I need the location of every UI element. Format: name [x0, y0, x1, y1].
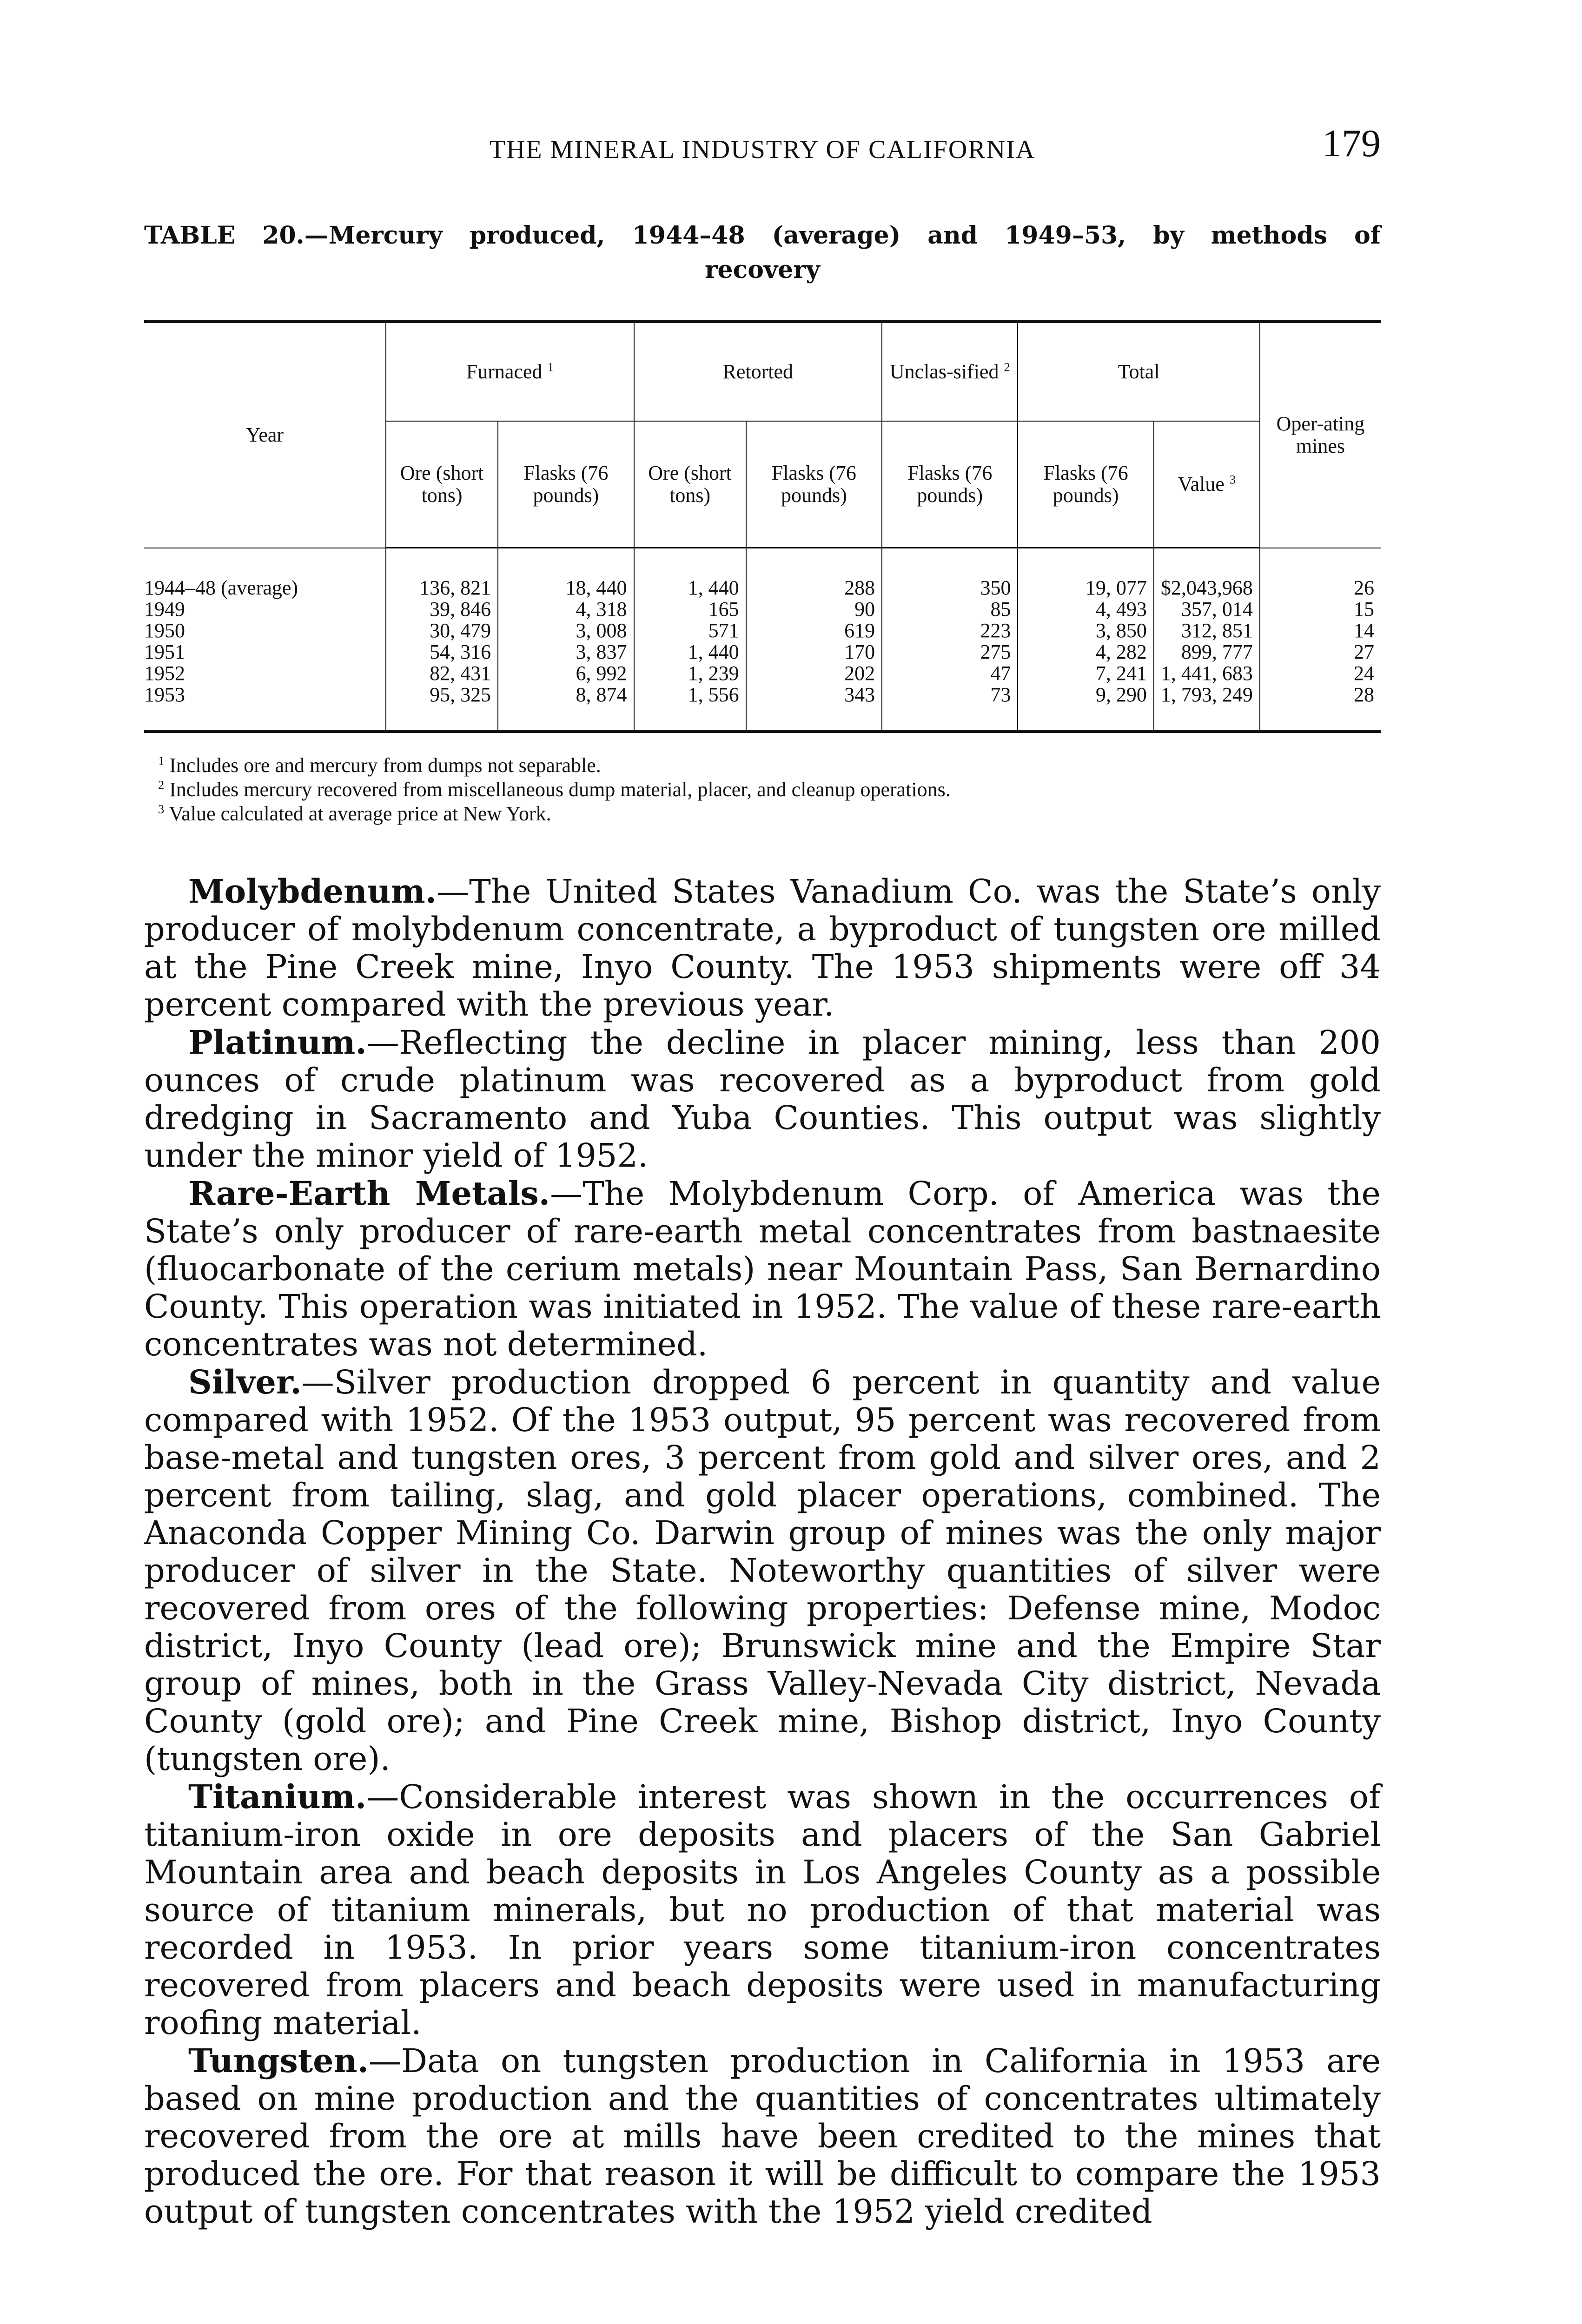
cell-total-value: 357, 014 — [1154, 599, 1260, 620]
cell-unclassified-flasks: 85 — [882, 599, 1018, 620]
footnote-text: Value calculated at average price at New York. — [169, 802, 551, 825]
page — [144, 121, 1381, 2231]
cell-retorted-flasks: 170 — [746, 641, 882, 663]
section-heading: Silver. — [188, 1363, 302, 1401]
section-text: —Silver production dropped 6 percent in quantity and value compared with 1952. Of the 1953 output, 95 percent was recovered from base-metal and tungsten ores, 3 percent from gold and silver ores, and 2 percent from tailing, slag, and gold placer operations, combined. The Anaconda Copper Mining Co. Darwin group of mines was the only major producer of silver in the State. Noteworthy quantities of silver were recovered from ores of the following properties: Defense mine, Modoc district, Inyo County (lead ore); Brunswick mine and the Empire Star group of mines, both in the Grass Valley-Nevada City district, Nevada County (gold ore); and Pine Creek mine, Bishop district, Inyo County (tungsten ore). — [144, 1363, 1381, 1778]
mercury-table — [144, 320, 1381, 733]
cell-furnaced-flasks: 18, 440 — [498, 548, 634, 599]
cell-retorted-flasks: 343 — [746, 684, 882, 732]
cell-unclassified-flasks: 275 — [882, 641, 1018, 663]
cell-unclassified-flasks: 47 — [882, 663, 1018, 684]
cell-year: 1953 — [144, 684, 386, 732]
header-retorted-ore: Ore (short tons) — [634, 421, 746, 548]
table-row — [144, 684, 1381, 732]
cell-year: 1949 — [144, 599, 386, 620]
cell-total-flasks: 19, 077 — [1018, 548, 1153, 599]
running-title: THE MINERAL INDUSTRY OF CALIFORNIA — [489, 135, 1036, 164]
footnote-text: Includes mercury recovered from miscellaneous dump material, placer, and cleanup operations. — [169, 778, 951, 801]
paragraph-rare-earth-metals — [144, 1175, 1381, 1363]
cell-retorted-ore: 1, 239 — [634, 663, 746, 684]
header-furnaced-note: 1 — [547, 360, 554, 374]
cell-operating-mines: 24 — [1260, 663, 1381, 684]
cell-furnaced-ore: 39, 846 — [386, 599, 498, 620]
cell-operating-mines: 15 — [1260, 599, 1381, 620]
cell-year: 1951 — [144, 641, 386, 663]
table-row — [144, 641, 1381, 663]
cell-unclassified-flasks: 73 — [882, 684, 1018, 732]
cell-year: 1944–48 (average) — [144, 548, 386, 599]
cell-retorted-ore: 1, 440 — [634, 548, 746, 599]
header-retorted: Retorted — [634, 322, 882, 422]
section-text: —Reflecting the decline in placer mining, less than 200 ounces of crude platinum was recovered as a byproduct from gold dredging in Sacramento and Yuba Counties. This output was slightly under the minor yield of 1952. — [144, 1023, 1381, 1175]
header-year: Year — [144, 322, 386, 548]
section-text: —Data on tungsten production in California in 1953 are based on mine production and the quantities of concentrates ultimately recovered from the ore at mills have been credited to the mines that produced the ore. For that reason it will be difficult to compare the 1953 output of tungsten concentrates with the 1952 yield credited — [144, 2042, 1381, 2231]
header-retorted-flasks: Flasks (76 pounds) — [746, 421, 882, 548]
header-unclassified — [882, 322, 1018, 422]
table-caption-line2: recovery — [705, 256, 820, 284]
footnote — [144, 753, 1381, 778]
section-heading: Tungsten. — [188, 2041, 369, 2080]
cell-furnaced-flasks: 4, 318 — [498, 599, 634, 620]
cell-total-value: 899, 777 — [1154, 641, 1260, 663]
table-row — [144, 663, 1381, 684]
footnote — [144, 802, 1381, 826]
header-unclassified-note: 2 — [1004, 360, 1010, 374]
header-value-label: Value — [1178, 473, 1225, 495]
cell-total-flasks: 9, 290 — [1018, 684, 1153, 732]
header-furnaced-label: Furnaced — [466, 360, 543, 383]
section-text: —The United States Vanadium Co. was the State’s only producer of molybdenum concentrate, a byproduct of tungsten ore milled at the Pine Creek mine, Inyo County. The 1953 shipments were off 34 percent compared with the previous year. — [144, 872, 1381, 1023]
table-caption — [144, 218, 1381, 287]
cell-furnaced-flasks: 3, 837 — [498, 641, 634, 663]
section-heading: Rare-Earth Metals. — [188, 1174, 550, 1213]
section-heading: Molybdenum. — [188, 872, 437, 911]
cell-retorted-flasks: 202 — [746, 663, 882, 684]
table-row — [144, 620, 1381, 641]
header-unclassified-flasks: Flasks (76 pounds) — [882, 421, 1018, 548]
running-head — [144, 121, 1381, 177]
footnote-mark: 1 — [158, 753, 165, 768]
cell-year: 1952 — [144, 663, 386, 684]
cell-operating-mines: 27 — [1260, 641, 1381, 663]
cell-retorted-ore: 1, 556 — [634, 684, 746, 732]
cell-furnaced-flasks: 3, 008 — [498, 620, 634, 641]
cell-furnaced-ore: 136, 821 — [386, 548, 498, 599]
cell-total-flasks: 7, 241 — [1018, 663, 1153, 684]
cell-furnaced-ore: 30, 479 — [386, 620, 498, 641]
section-text: —The Molybdenum Corp. of America was the State’s only producer of rare-earth metal concentrates from bastnaesite (fluocarbonate of the cerium metals) near Mountain Pass, San Bernardino County. This operation was initiated in 1952. The value of these rare-earth concentrates was not determined. — [144, 1175, 1381, 1363]
header-furnaced-ore: Ore (short tons) — [386, 421, 498, 548]
header-total-value — [1154, 421, 1260, 548]
cell-retorted-flasks: 619 — [746, 620, 882, 641]
cell-retorted-ore: 1, 440 — [634, 641, 746, 663]
table-row — [144, 599, 1381, 620]
table-footnotes — [144, 753, 1381, 826]
header-unclassified-label: Unclas-sified — [889, 360, 999, 383]
section-heading: Titanium. — [188, 1777, 367, 1816]
cell-retorted-flasks: 90 — [746, 599, 882, 620]
cell-retorted-ore: 571 — [634, 620, 746, 641]
footnote-text: Includes ore and mercury from dumps not separable. — [169, 754, 601, 777]
cell-retorted-ore: 165 — [634, 599, 746, 620]
cell-total-flasks: 4, 282 — [1018, 641, 1153, 663]
paragraph-molybdenum — [144, 872, 1381, 1023]
cell-year: 1950 — [144, 620, 386, 641]
paragraph-tungsten — [144, 2042, 1381, 2231]
cell-operating-mines: 14 — [1260, 620, 1381, 641]
header-furnaced-flasks: Flasks (76 pounds) — [498, 421, 634, 548]
cell-total-flasks: 3, 850 — [1018, 620, 1153, 641]
section-heading: Platinum. — [188, 1023, 367, 1062]
cell-total-value: 1, 441, 683 — [1154, 663, 1260, 684]
header-total: Total — [1018, 322, 1259, 422]
cell-furnaced-flasks: 6, 992 — [498, 663, 634, 684]
paragraph-silver — [144, 1363, 1381, 1778]
cell-furnaced-flasks: 8, 874 — [498, 684, 634, 732]
cell-operating-mines: 26 — [1260, 548, 1381, 599]
cell-furnaced-ore: 54, 316 — [386, 641, 498, 663]
section-text: —Considerable interest was shown in the occurrences of titanium-iron oxide in ore deposits and placers of the San Gabriel Mountain area and beach deposits in Los Angeles County as a possible source of titanium minerals, but no production of that material was recorded in 1953. In prior years some titanium-iron concentrates recovered from placers and beach deposits were used in manufacturing roofing material. — [144, 1778, 1381, 2042]
cell-furnaced-ore: 82, 431 — [386, 663, 498, 684]
cell-retorted-flasks: 288 — [746, 548, 882, 599]
paragraph-titanium — [144, 1778, 1381, 2042]
header-value-note: 3 — [1229, 472, 1236, 487]
header-total-flasks: Flasks (76 pounds) — [1018, 421, 1153, 548]
cell-total-flasks: 4, 493 — [1018, 599, 1153, 620]
body-text — [144, 872, 1381, 2231]
header-operating-mines: Oper-ating mines — [1260, 322, 1381, 548]
footnote — [144, 778, 1381, 802]
cell-unclassified-flasks: 350 — [882, 548, 1018, 599]
cell-unclassified-flasks: 223 — [882, 620, 1018, 641]
cell-operating-mines: 28 — [1260, 684, 1381, 732]
cell-total-value: $2,043,968 — [1154, 548, 1260, 599]
footnote-mark: 3 — [158, 802, 165, 816]
table-row — [144, 548, 1381, 599]
table-caption-line1: TABLE 20.—Mercury produced, 1944–48 (average) and 1949–53, by methods of — [144, 221, 1381, 250]
page-number: 179 — [1322, 122, 1381, 165]
footnote-mark: 2 — [158, 778, 165, 792]
cell-total-value: 312, 851 — [1154, 620, 1260, 641]
cell-furnaced-ore: 95, 325 — [386, 684, 498, 732]
paragraph-platinum — [144, 1023, 1381, 1175]
header-furnaced — [386, 322, 634, 422]
cell-total-value: 1, 793, 249 — [1154, 684, 1260, 732]
